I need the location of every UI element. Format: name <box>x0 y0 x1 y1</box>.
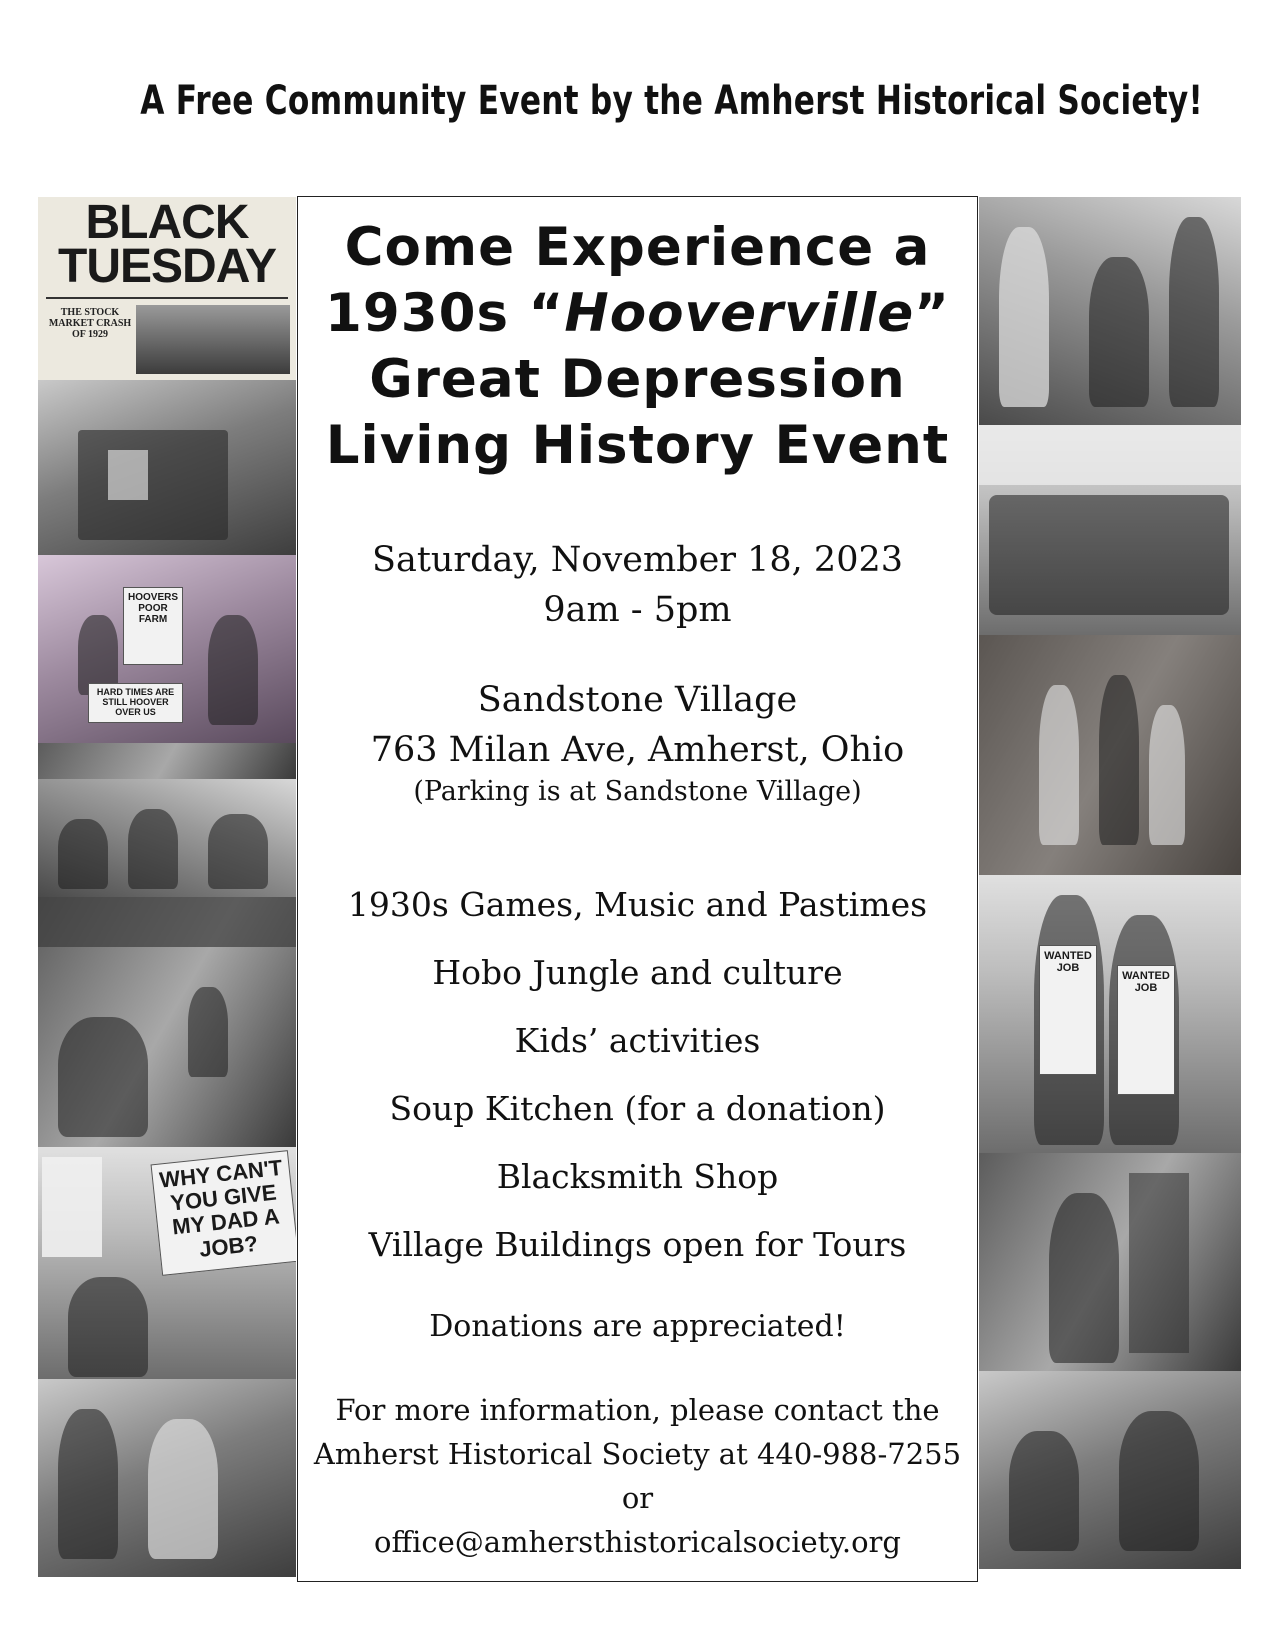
activity-list <box>298 871 977 1279</box>
newspaper-rule <box>46 297 288 299</box>
children-protest-signs-photo <box>38 1147 296 1379</box>
contact-line-2: Amherst Historical Society at 440-988-7255 or <box>313 1437 962 1515</box>
sign-hard-times: HARD TIMES ARE STILL HOOVER OVER US <box>88 683 183 723</box>
parking-note: (Parking is at Sandstone Village) <box>413 776 862 807</box>
donations-note: Donations are appreciated! <box>429 1309 846 1344</box>
men-resting-photo <box>38 779 296 897</box>
man-boarding-train-photo <box>979 1153 1241 1371</box>
right-photo-collage <box>979 197 1241 1577</box>
headline-line-2: 1930s “Hooverville” <box>325 283 950 344</box>
activity-note: (for a donation) <box>624 1089 886 1128</box>
activity-item: Soup Kitchen (for a donation) <box>389 1089 886 1128</box>
sign-wanted-job-2: WANTED JOB <box>1117 965 1175 1095</box>
sign-why-cant-you: WHY CAN'T YOU GIVE MY DAD A JOB? <box>151 1150 296 1276</box>
children-hoover-farm-photo <box>38 555 296 743</box>
newspaper-subhead: THE STOCK MARKET CRASH OF 1929 <box>48 307 132 340</box>
event-venue <box>298 675 977 809</box>
activity-item: 1930s Games, Music and Pastimes <box>347 885 928 924</box>
left-photo-collage <box>38 197 296 1577</box>
venue-name: Sandstone Village <box>477 680 798 720</box>
event-datetime <box>298 535 977 635</box>
headline-line-1: Come Experience a <box>344 217 931 278</box>
contact-info <box>298 1388 977 1564</box>
activity-item: Kids’ activities <box>514 1021 761 1060</box>
freight-cars-photo <box>38 743 296 779</box>
venue-address: 763 Milan Ave, Amherst, Ohio <box>370 730 905 770</box>
black-tuesday-newspaper-photo <box>38 197 296 380</box>
sign-hoovers-poor-farm: HOOVERS POOR FARM <box>123 587 183 665</box>
event-banner: A Free Community Event by the Amherst Historical Society! <box>140 78 1203 124</box>
newspaper-crowd-photo <box>136 305 290 374</box>
bonus-army-crowd-photo <box>979 425 1241 635</box>
event-headline <box>298 215 977 479</box>
event-time: 9am - 5pm <box>543 590 732 630</box>
event-info-panel <box>297 196 978 1582</box>
activity-item: Village Buildings open for Tours <box>368 1225 907 1264</box>
event-date: Saturday, November 18, 2023 <box>371 540 904 580</box>
newspaper-headline: BLACK TUESDAY <box>58 197 276 293</box>
boxcar-family-photo <box>38 897 296 1147</box>
breadline-crowd-photo <box>38 1379 296 1577</box>
contact-email[interactable]: office@amhersthistoricalsociety.org <box>374 1525 901 1559</box>
hooverville-emphasis: Hooverville <box>564 283 915 344</box>
shanty-town-photo <box>38 380 296 555</box>
men-in-camp-photo <box>979 1371 1241 1569</box>
activity-item: Blacksmith Shop <box>496 1157 779 1196</box>
headline-line-3: Great Depression <box>369 349 906 410</box>
headline-line-4: Living History Event <box>325 415 950 476</box>
children-with-bicycle-photo <box>979 635 1241 875</box>
men-wanted-job-signs-photo <box>979 875 1241 1153</box>
sign-wanted-job-1: WANTED JOB <box>1039 945 1097 1075</box>
activity-item: Hobo Jungle and culture <box>432 953 843 992</box>
contact-line-1: For more information, please contact the <box>335 1393 940 1427</box>
migrant-family-photo <box>979 197 1241 425</box>
